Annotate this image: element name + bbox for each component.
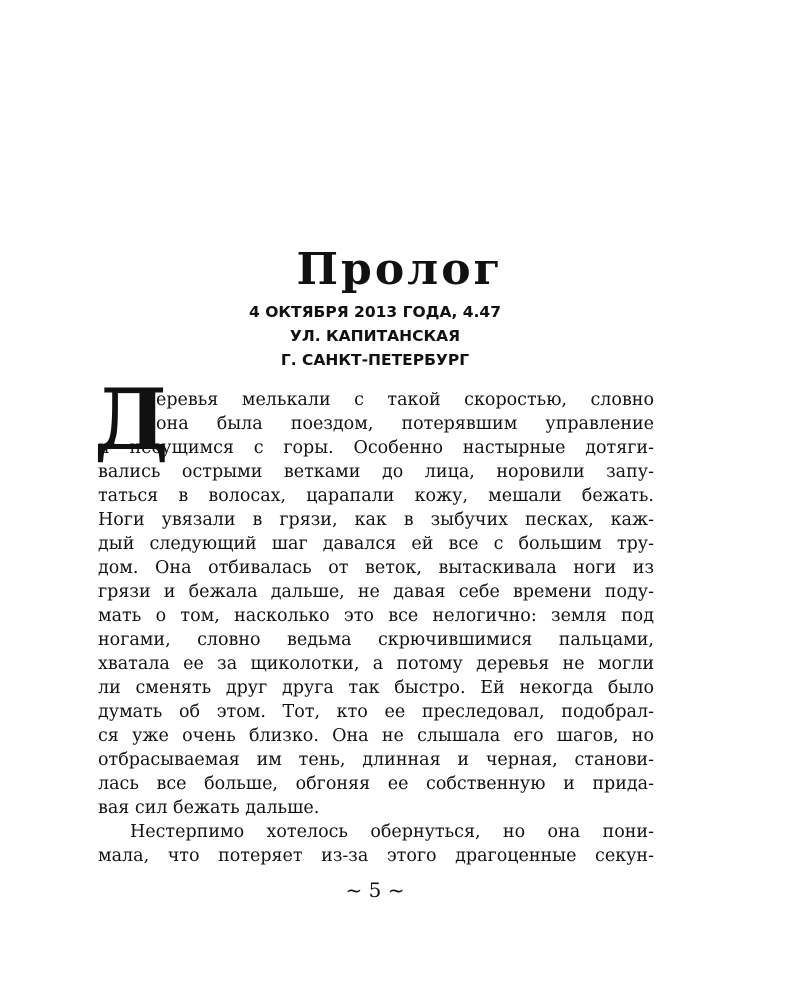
body-text xyxy=(94,370,654,868)
text-line: таться в волосах, царапали кожу, мешали бежать. xyxy=(98,486,654,506)
text-line: вая сил бежать дальше. xyxy=(98,798,320,818)
drop-cap: Д xyxy=(94,370,169,469)
text-line: и несущимся с горы. Особенно настырные дотяги- xyxy=(98,438,654,458)
text-line: ся уже очень близко. Она не слышала его шагов, но xyxy=(98,726,654,746)
chapter-title: Пролог xyxy=(296,244,504,295)
text-line: она была поездом, потерявшим управление xyxy=(156,414,654,434)
text-line: грязи и бежала дальше, не давая себе времени поду- xyxy=(98,582,654,602)
text-line: дом. Она отбивалась от веток, вытаскивала ноги из xyxy=(98,558,654,578)
text-line: вались острыми ветками до лица, норовили запу- xyxy=(98,462,654,482)
text-line: лась все больше, обгоняя ее собственную и прида- xyxy=(98,774,654,794)
date-line: 4 ОКТЯБРЯ 2013 ГОДА, 4.47 xyxy=(249,303,501,321)
text-line: Ноги увязали в грязи, как в зыбучих песках, каж- xyxy=(98,510,654,530)
text-line: Нестерпимо хотелось обернуться, но она пони- xyxy=(130,822,654,842)
text-line: ли сменять друг друга так быстро. Ей некогда было xyxy=(98,678,654,698)
street-line: УЛ. КАПИТАНСКАЯ xyxy=(289,327,461,345)
page-number: ~ 5 ~ xyxy=(345,878,405,902)
text-line: ногами, словно ведьма скрючившимися пальцами, xyxy=(98,630,654,650)
text-line: мать о том, насколько это все нелогично: земля под xyxy=(98,606,654,626)
text-line: мала, что потеряет из-за этого драгоценные секун- xyxy=(98,846,654,866)
text-line: думать об этом. Тот, кто ее преследовал, подобрал- xyxy=(98,702,654,722)
chapter-meta xyxy=(0,300,750,372)
text-line: отбрасываемая им тень, длинная и черная, станови- xyxy=(98,750,654,770)
city-line: Г. САНКТ-ПЕТЕРБУРГ xyxy=(280,351,470,369)
text-line: еревья мелькали с такой скоростью, словно xyxy=(156,390,654,410)
text-line: хватала ее за щиколотки, а потому деревья не могли xyxy=(98,654,654,674)
text-line: дый следующий шаг давался ей все с большим тру- xyxy=(98,534,654,554)
